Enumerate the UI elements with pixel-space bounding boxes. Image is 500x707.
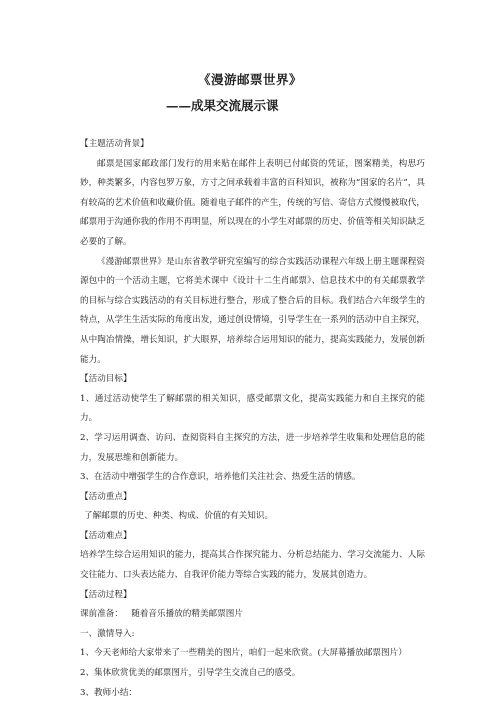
goal-item-2: 2、学习运用调查、访问、查阅资料自主探究的方法，进一步培养学生收集和处理信息的能力，发展思维和创新能力。 [80,432,425,463]
step-1-item-2: 2、集体欣赏优美的邮票图片，引导学生交流自己的感受。 [80,668,301,679]
background-paragraph-2: 《漫游邮票世界》是山东省教学研究室编写的综合实践活动课程六年级上册主题课程资源包中的一个活动主题，它将美术课中《设计十二生肖邮票》、信息技术中的有关邮票教学的目标与综合实践活动的有关目标进行整合，形成了整合后的目标。我们结合六年级学生的特点，从学生生活实际的角度出发，通过创设情境，引导学生在一系列的活动中自主探究，从中陶冶情操，增长知识，扩大眼界，培养综合运用知识的能力，提高实践能力，发展创新能力。 [80,256,425,365]
difficulty-text: 培养学生综合运用知识的能力，提高其合作探究能力、分析总结能力、学习交流能力、人际交往能力、口头表达能力、自我评价能力等综合实践的能力，发展其创造力。 [80,550,425,581]
preparation-text: 随着音乐播放的精美邮票图片 [131,609,243,620]
section-heading-goals: 【活动目标】 [80,374,132,385]
section-heading-difficulty: 【活动难点】 [80,530,132,541]
document-subtitle: ——成果交流展示课 [166,98,279,113]
section-heading-key-points: 【活动重点】 [80,491,132,502]
background-paragraph-1: 邮票是国家邮政部门发行的用来贴在邮件上表明已付邮资的凭证，图案精美，构思巧妙，种类繁多，内容包罗万象，方寸之间承载着丰富的百科知识，被称为“国家的名片”，具有较高的艺术价值和收藏价值。随着电子邮件的产生，传统的写信、寄信方式慢慢被取代，邮票用于沟通你我的作用不再明显，所以现在的小学生对邮票的历史、价值等相关知识缺乏必要的了解。 [80,158,425,247]
step-1-item-3: 3、教师小结： [80,687,138,698]
step-1-item-1: 1、今天老师给大家带来了一些精美的图片，咱们一起来欣赏。(大屏幕播放邮票图片） [80,648,407,659]
goal-item-3: 3、在活动中增强学生的合作意识，培养他们关注社会、热爱生活的情感。 [80,472,361,483]
section-heading-background: 【主题活动背景】 [80,139,149,149]
goal-item-1: 1、通过活动使学生了解邮票的相关知识，感受邮票文化，提高实践能力和自主探究的能力。 [80,393,425,424]
preparation-label: 课前准备： [80,609,123,620]
document-title: 《漫游邮票世界》 [197,72,302,87]
section-heading-process: 【活动过程】 [80,589,132,600]
key-points-text: 了解邮票的历史、种类、构成、价值的有关知识。 [84,511,274,522]
preparation-line [80,605,425,625]
document-body [80,135,425,703]
step-1-title: 一、激情导入: [80,628,135,639]
